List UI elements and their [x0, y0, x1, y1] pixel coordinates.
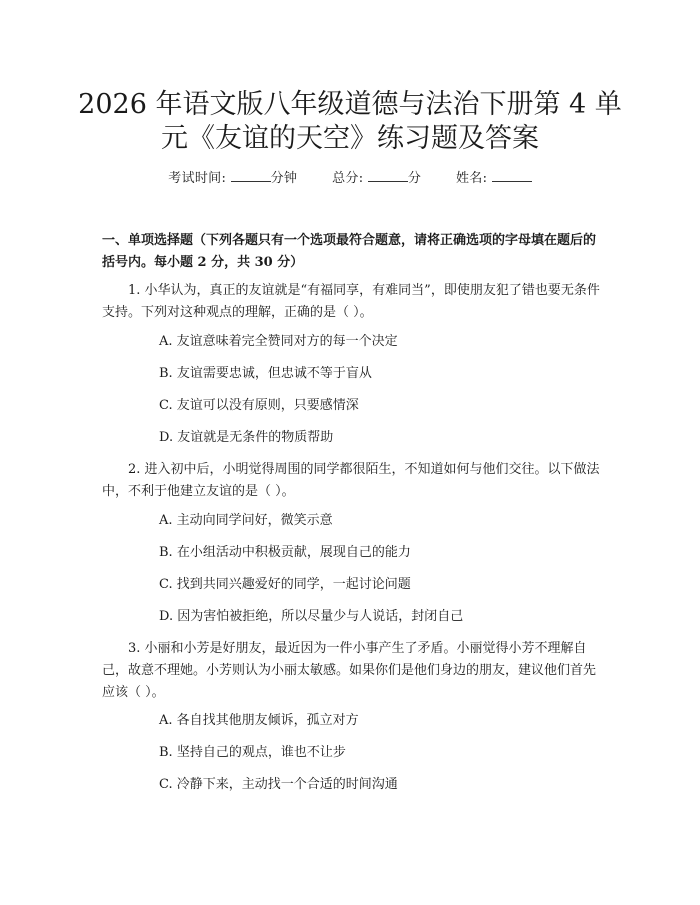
name-blank: [492, 169, 532, 182]
document-title-line-1: 2026 年语文版八年级道德与法治下册第 4 单: [78, 89, 622, 120]
section-heading: 一、单项选择题（下列各题只有一个选项最符合题意，请将正确选项的字母填在题后的括号内。每小题 2 分，共 30 分）: [102, 233, 597, 270]
question-1-option-a: A. 友谊意味着完全赞同对方的每一个决定: [159, 334, 398, 349]
question-3-option-c: C. 冷静下来，主动找一个合适的时间沟通: [159, 777, 398, 792]
question-2-stem: 2. 进入初中后，小明觉得周围的同学都很陌生，不知道如何与他们交往。以下做法中，不利于他建立友谊的是（ ）。: [102, 462, 600, 499]
score-blank: [368, 169, 408, 182]
question-2-option-c: C. 找到共同兴趣爱好的同学，一起讨论问题: [159, 577, 411, 592]
question-2-option-b: B. 在小组活动中积极贡献，展现自己的能力: [159, 545, 411, 560]
time-label: 考试时间:: [168, 171, 227, 186]
question-2-option-d: D. 因为害怕被拒绝，所以尽量少与人说话，封闭自己: [159, 609, 464, 624]
time-blank: [231, 169, 271, 182]
name-label: 姓名:: [456, 171, 488, 186]
question-3-option-a: A. 各自找其他朋友倾诉，孤立对方: [159, 713, 359, 728]
question-3-stem: 3. 小丽和小芳是好朋友，最近因为一件小事产生了矛盾。小丽觉得小芳不理解自己，故意不理她。小芳则认为小丽太敏感。如果你们是他们身边的朋友，建议他们首先应该（ ）。: [102, 641, 597, 700]
question-1-stem: 1. 小华认为，真正的友谊就是“有福同享，有难同当”，即使朋友犯了错也要无条件支持。下列对这种观点的理解，正确的是（ ）。: [102, 283, 600, 320]
question-3-option-b: B. 坚持自己的观点，谁也不让步: [159, 745, 346, 760]
question-1-option-d: D. 友谊就是无条件的物质帮助: [159, 430, 334, 445]
document-title-line-2: 元《友谊的天空》练习题及答案: [161, 123, 539, 154]
question-1-option-c: C. 友谊可以没有原则，只要感情深: [159, 398, 359, 413]
exam-info: [0, 167, 700, 186]
question-2-option-a: A. 主动向同学问好，微笑示意: [159, 513, 333, 528]
score-unit: 分: [407, 171, 422, 186]
question-1-option-b: B. 友谊需要忠诚，但忠诚不等于盲从: [159, 366, 372, 381]
score-label: 总分:: [332, 171, 364, 186]
time-unit: 分钟: [270, 171, 298, 186]
